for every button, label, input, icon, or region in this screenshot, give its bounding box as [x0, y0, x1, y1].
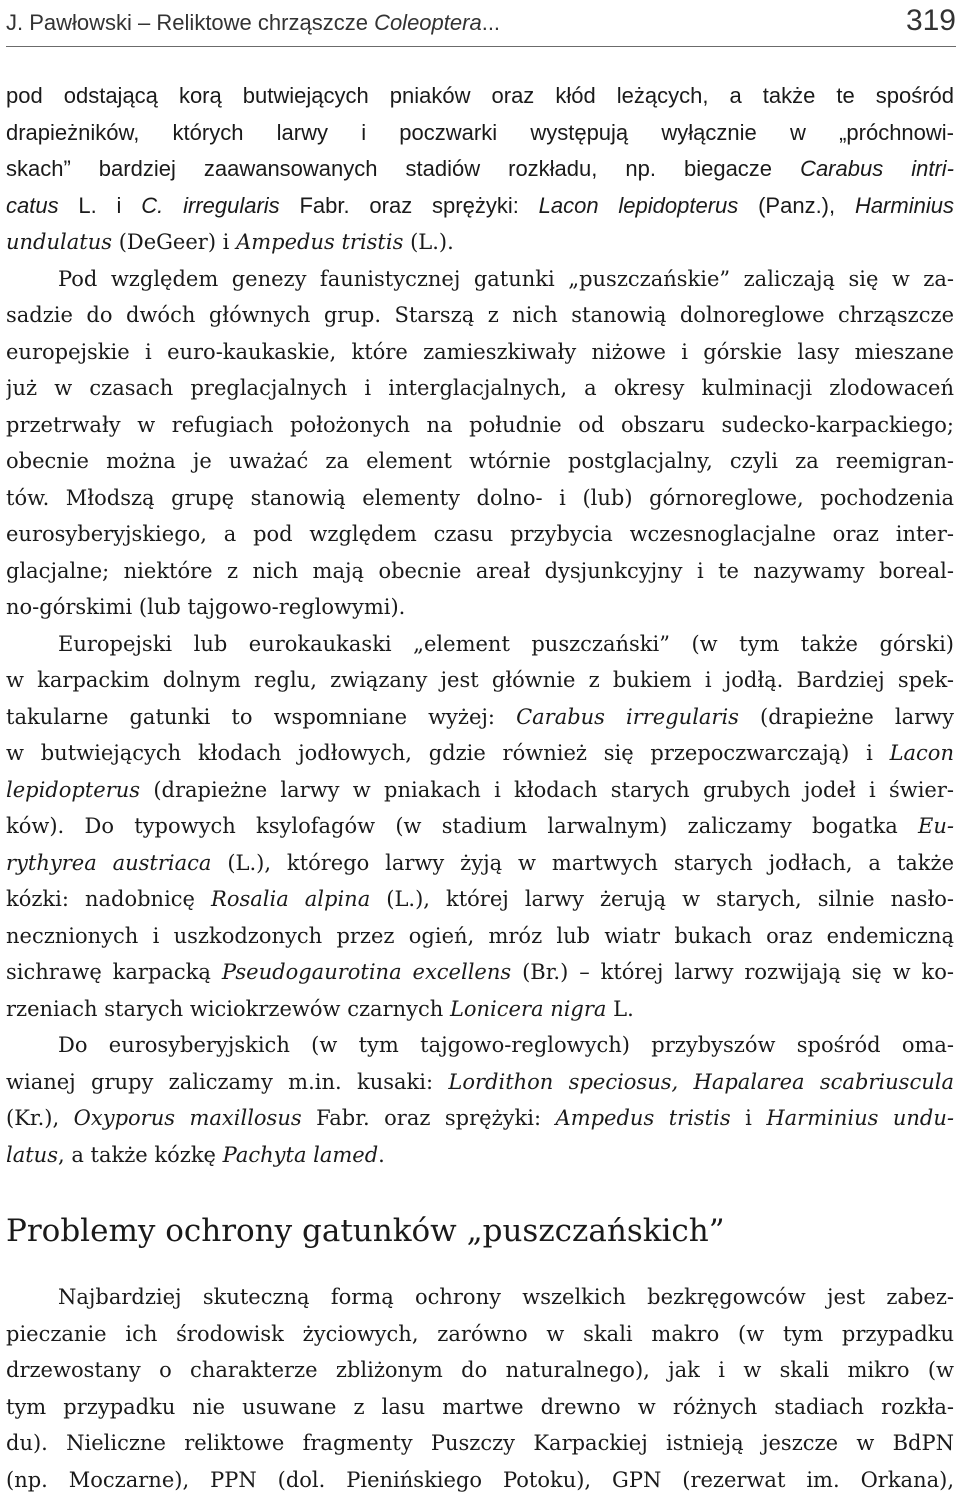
text-span: (DeGeer) i: [118, 230, 230, 254]
text-line: drzewostany o charakterze zbliżonym do naturalnego), jak i w skali mikro (w: [6, 1358, 954, 1382]
text-line: przetrwały w refugiach położonych na południe od obszaru sudecko-karpackiego;: [6, 412, 954, 437]
species-name: Lonicera nigra: [449, 996, 607, 1021]
text-span: (L.), której larwy żerują w starych, silnie nasło-: [386, 887, 954, 911]
text-line: Europejski lub eurokaukaski „element puszczański” (w tym także górski): [58, 631, 954, 656]
title-ellipsis: ...: [481, 10, 501, 35]
text-line: obecnie można je uważać za element wtórnie postglacjalny, czyli za reemigran-: [6, 449, 954, 473]
species-name: C. irregularis: [141, 192, 280, 218]
text-line: europejskie i euro-kaukaskie, które zamieszkiwały niżowe i górskie lasy mieszane: [6, 339, 954, 364]
text-line: du). Nieliczne reliktowe fragmenty Puszczy Karpackiej istnieją jeszcze w BdPN: [6, 1431, 954, 1455]
text-span: kózki: nadobnicę: [6, 887, 195, 911]
text-span: L.: [613, 996, 634, 1021]
text-line: [6, 991, 954, 1028]
text-line: [6, 845, 954, 882]
text-span: (drapieżne larwy w pniakach i kłodach starych grubych jodeł i świer-: [153, 777, 954, 802]
title-text: Reliktowe chrząszcze: [156, 10, 368, 35]
text-line: pieczanie ich środowisk życiowych, zarówno w skali makro (w tym przypadku: [6, 1321, 954, 1346]
species-name: Oxyporus maxillosus: [73, 1106, 302, 1130]
section-heading: Problemy ochrony gatunków „puszczańskich”: [6, 1213, 725, 1249]
species-name: Rosalia alpina: [211, 887, 371, 911]
text-line: [6, 808, 954, 845]
text-line: Najbardziej skuteczną formą ochrony wszelkich bezkręgowców jest zabez-: [58, 1285, 954, 1309]
species-name: Carabus intri-: [800, 156, 954, 181]
text-line: Do eurosyberyjskich (w tym tajgowo-reglowych) przybyszów spośród oma-: [58, 1033, 954, 1057]
species-name: Harminius undu-: [766, 1106, 954, 1130]
species-name: Lordithon speciosus, Hapalarea scabriuscula: [448, 1069, 954, 1094]
species-name: Lacon lepidopterus: [538, 192, 739, 218]
text-line: eurosyberyjskiego, a pod względem czasu przybycia wczesnoglacjalne oraz inter-: [6, 522, 954, 546]
text-span: (L.).: [410, 230, 454, 254]
species-name: Ampedus tristis: [236, 230, 404, 254]
species-name: latus: [6, 1142, 58, 1167]
author-name: J. Pawłowski: [6, 10, 132, 35]
text-span: Fabr. oraz sprężyki:: [299, 192, 519, 218]
species-name: rythyrea austriaca: [6, 850, 212, 875]
text-line: [6, 1064, 954, 1101]
text-line: sadzie do dwóch głównych grup. Starszą z nich stanowią dolnoreglowe chrząszcze: [6, 303, 954, 327]
species-name: lepidopterus: [6, 777, 141, 802]
text-line: [6, 881, 954, 918]
text-span: ków). Do typowych ksylofagów (w stadium larwalnym) zaliczamy bogatka: [6, 814, 898, 838]
text-line: [6, 954, 954, 991]
text-line: Pod względem genezy faunistycznej gatunki „puszczańskie” zaliczają się w za-: [58, 266, 954, 291]
text-span: (L.), którego larwy żyją w martwych starych jodłach, a także: [227, 850, 954, 875]
text-line: [6, 1100, 954, 1137]
text-span: sichrawę karpacką: [6, 960, 211, 984]
text-line: [6, 224, 954, 261]
text-line: glacjalne; niektóre z nich mają obecnie areał dysjunkcyjny i te nazywamy boreal-: [6, 558, 954, 583]
species-name: Pachyta lamed: [222, 1142, 379, 1167]
species-name: Pseudogaurotina excellens: [221, 960, 512, 984]
text-line: pod odstającą korą butwiejących pniaków oraz kłód leżących, a także te spośród: [6, 83, 954, 108]
text-span: skach” bardziej zaawansowanych stadiów rozkładu, np. biegacze: [6, 156, 773, 181]
running-title: [6, 10, 500, 36]
text-span: (Panz.),: [758, 192, 836, 218]
species-name: undulatus: [6, 230, 112, 254]
text-span: takularne gatunki to wspomniane wyżej:: [6, 704, 495, 729]
text-span: , a także kózkę: [57, 1142, 216, 1167]
title-separator: –: [138, 10, 151, 35]
text-line: necznionych i uszkodzonych przez ogień, mróz lub wiatr bukach oraz endemiczną: [6, 923, 954, 948]
text-line: tów. Młodszą grupę stanowią elementy dolno- i (lub) górnoreglowe, pochodzenia: [6, 485, 954, 510]
text-line: [6, 772, 954, 809]
text-line: tym przypadku nie usuwane z lasu martwe drewno w różnych stadiach rozkła-: [6, 1394, 954, 1419]
species-name: catus: [6, 192, 59, 218]
text-line: no-górskimi (lub tajgowo-reglowymi).: [6, 595, 406, 619]
text-span: i: [745, 1106, 752, 1130]
text-line: już w czasach preglacjalnych i interglacjalnych, a okresy kulminacji zlodowaceń: [6, 376, 954, 400]
text-line: [6, 699, 954, 736]
text-span: Fabr. oraz sprężyki:: [316, 1106, 542, 1130]
text-span: .: [378, 1142, 385, 1167]
text-span: (Kr.),: [6, 1106, 60, 1130]
text-line: [6, 735, 954, 772]
species-name: Eu-: [918, 814, 954, 838]
page-number: 319: [905, 4, 956, 37]
species-name: Ampedus tristis: [555, 1106, 731, 1130]
species-name: Lacon: [889, 741, 954, 765]
text-span: (Br.) – której larwy rozwijają się w ko-: [522, 960, 954, 984]
text-line: (np. Moczarne), PPN (dol. Pienińskiego Potoku), GPN (rezerwat im. Orkana),: [6, 1467, 954, 1492]
text-span: wianej grupy zaliczamy m.in. kusaki:: [6, 1069, 434, 1094]
running-header: [6, 4, 956, 47]
species-name: Carabus irregularis: [516, 704, 739, 729]
text-line: drapieżników, których larwy i poczwarki występują wyłącznie w „próchnowi-: [6, 119, 954, 145]
text-line: [6, 188, 954, 225]
text-span: L. i: [78, 192, 122, 218]
species-name: Harminius: [854, 192, 954, 218]
text-span: rzeniach starych wiciokrzewów czarnych: [6, 996, 444, 1021]
text-span: (drapieżne larwy: [760, 704, 954, 729]
text-line: [6, 151, 954, 188]
text-line: w karpackim dolnym reglu, związany jest głównie z bukiem i jodłą. Bardziej spek-: [6, 668, 954, 692]
title-italic: Coleoptera: [374, 10, 482, 35]
text-span: w butwiejących kłodach jodłowych, gdzie również się przepoczwarczają) i: [6, 741, 873, 765]
text-line: [6, 1137, 954, 1174]
article-body: [6, 78, 954, 1498]
